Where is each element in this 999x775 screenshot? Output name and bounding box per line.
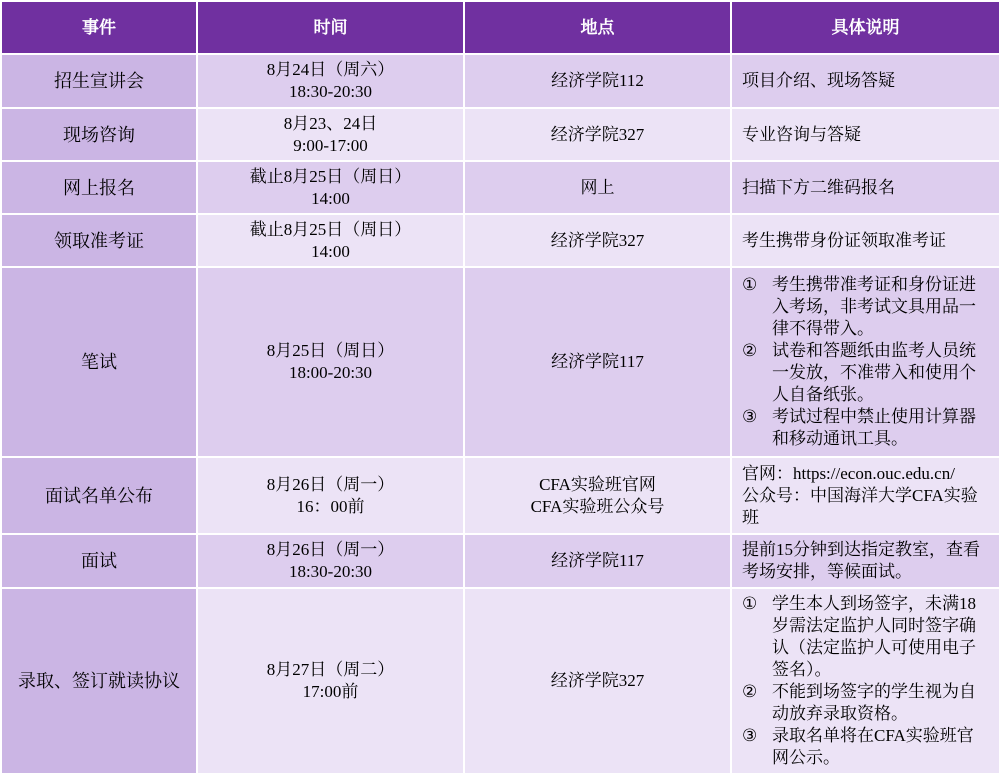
place-cell: [464, 534, 731, 588]
event-cell: 面试名单公布: [1, 457, 197, 534]
event-cell: 领取准考证: [1, 214, 197, 267]
place-line: 经济学院117: [551, 551, 644, 570]
time-line: 16：00前: [296, 496, 365, 516]
time-line: 18:30-20:30: [288, 562, 373, 581]
table-row: [1, 214, 999, 267]
place-cell: [464, 161, 731, 214]
detail-cell: 扫描下方二维码报名: [731, 161, 999, 214]
place-line: 经济学院327: [550, 124, 645, 144]
note-number: ③: [742, 407, 758, 426]
time-line: 18:00-20:30: [288, 363, 373, 382]
event-cell: 网上报名: [1, 161, 197, 214]
note-text: 录取名单将在CFA实验班官网公示。: [772, 726, 974, 767]
event-cell: 现场咨询: [1, 108, 197, 161]
time-cell: [197, 267, 464, 457]
time-line: 8月24日（周六）: [266, 60, 395, 79]
time-line: 8月26日（周一）: [266, 474, 395, 494]
header-row: [1, 1, 999, 54]
time-line: 17:00前: [302, 682, 359, 701]
note-text: 考试过程中禁止使用计算器和移动通讯工具。: [772, 407, 976, 448]
detail-cell: 专业咨询与答疑: [731, 108, 999, 161]
note-number: ②: [742, 682, 758, 701]
note-number: ①: [742, 275, 758, 294]
detail-cell: [731, 267, 999, 457]
time-cell: [197, 534, 464, 588]
detail-cell: 提前15分钟到达指定教室，查看考场安排，等候面试。: [731, 534, 999, 588]
event-cell: 招生宣讲会: [1, 54, 197, 108]
time-line: 9:00-17:00: [293, 135, 368, 155]
time-cell: [197, 588, 464, 774]
place-line: 经济学院112: [551, 71, 644, 90]
table-row: [1, 267, 999, 457]
header-event: 事件: [1, 1, 197, 54]
note-item: [742, 593, 989, 681]
place-cell: [464, 214, 731, 267]
header-detail: 具体说明: [731, 1, 999, 54]
note-item: [742, 406, 989, 450]
place-cell: [464, 588, 731, 774]
event-cell: 录取、签订就读协议: [1, 588, 197, 774]
note-text: 试卷和答题纸由监考人员统一发放，不准带入和使用个人自备纸张。: [772, 341, 976, 404]
place-cell: [464, 108, 731, 161]
note-number: ③: [742, 726, 758, 745]
time-line: 8月27日（周二）: [266, 660, 395, 679]
note-item: [742, 681, 989, 725]
place-line: 经济学院117: [551, 352, 644, 371]
place-cell: [464, 54, 731, 108]
place-line: 经济学院327: [550, 230, 645, 250]
place-line: CFA实验班公众号: [530, 496, 665, 516]
place-line: CFA实验班官网: [539, 474, 656, 494]
table-row: [1, 534, 999, 588]
time-line: 14:00: [311, 241, 350, 261]
note-number: ②: [742, 341, 758, 360]
time-cell: [197, 108, 464, 161]
header-place: 地点: [464, 1, 731, 54]
time-cell: [197, 54, 464, 108]
time-line: 截止8月25日（周日）: [249, 219, 412, 239]
time-cell: [197, 161, 464, 214]
note-text: 学生本人到场签字，未满18岁需法定监护人同时签字确认（法定监护人可使用电子签名）。: [772, 594, 976, 679]
place-cell: [464, 267, 731, 457]
time-line: 8月23、24日: [283, 113, 378, 133]
detail-cell: 项目介绍、现场答疑: [731, 54, 999, 108]
time-line: 8月26日（周一）: [266, 540, 395, 559]
event-cell: 面试: [1, 534, 197, 588]
detail-line: 公众号：中国海洋大学CFA实验班: [742, 485, 978, 527]
place-line: 经济学院327: [550, 671, 645, 690]
note-text: 考生携带准考证和身份证进入考场，非考试文具用品一律不得带入。: [772, 275, 976, 338]
note-item: [742, 725, 989, 769]
table-row: [1, 161, 999, 214]
detail-cell: 考生携带身份证领取准考证: [731, 214, 999, 267]
header-time: 时间: [197, 1, 464, 54]
place-line: 网上: [580, 177, 615, 197]
table-row: [1, 108, 999, 161]
table-row: [1, 588, 999, 774]
time-cell: [197, 214, 464, 267]
note-text: 不能到场签字的学生视为自动放弃录取资格。: [772, 682, 976, 723]
table-row: [1, 457, 999, 534]
table-row: [1, 54, 999, 108]
note-item: [742, 274, 989, 340]
place-cell: [464, 457, 731, 534]
note-item: [742, 340, 989, 406]
event-cell: 笔试: [1, 267, 197, 457]
detail-line: 官网：https://econ.ouc.edu.cn/: [742, 463, 955, 483]
time-line: 截止8月25日（周日）: [249, 166, 412, 186]
note-number: ①: [742, 594, 758, 613]
time-line: 18:30-20:30: [288, 82, 373, 101]
detail-cell: [731, 457, 999, 534]
time-line: 8月25日（周日）: [266, 341, 395, 360]
time-line: 14:00: [311, 188, 350, 208]
detail-cell: [731, 588, 999, 774]
time-cell: [197, 457, 464, 534]
